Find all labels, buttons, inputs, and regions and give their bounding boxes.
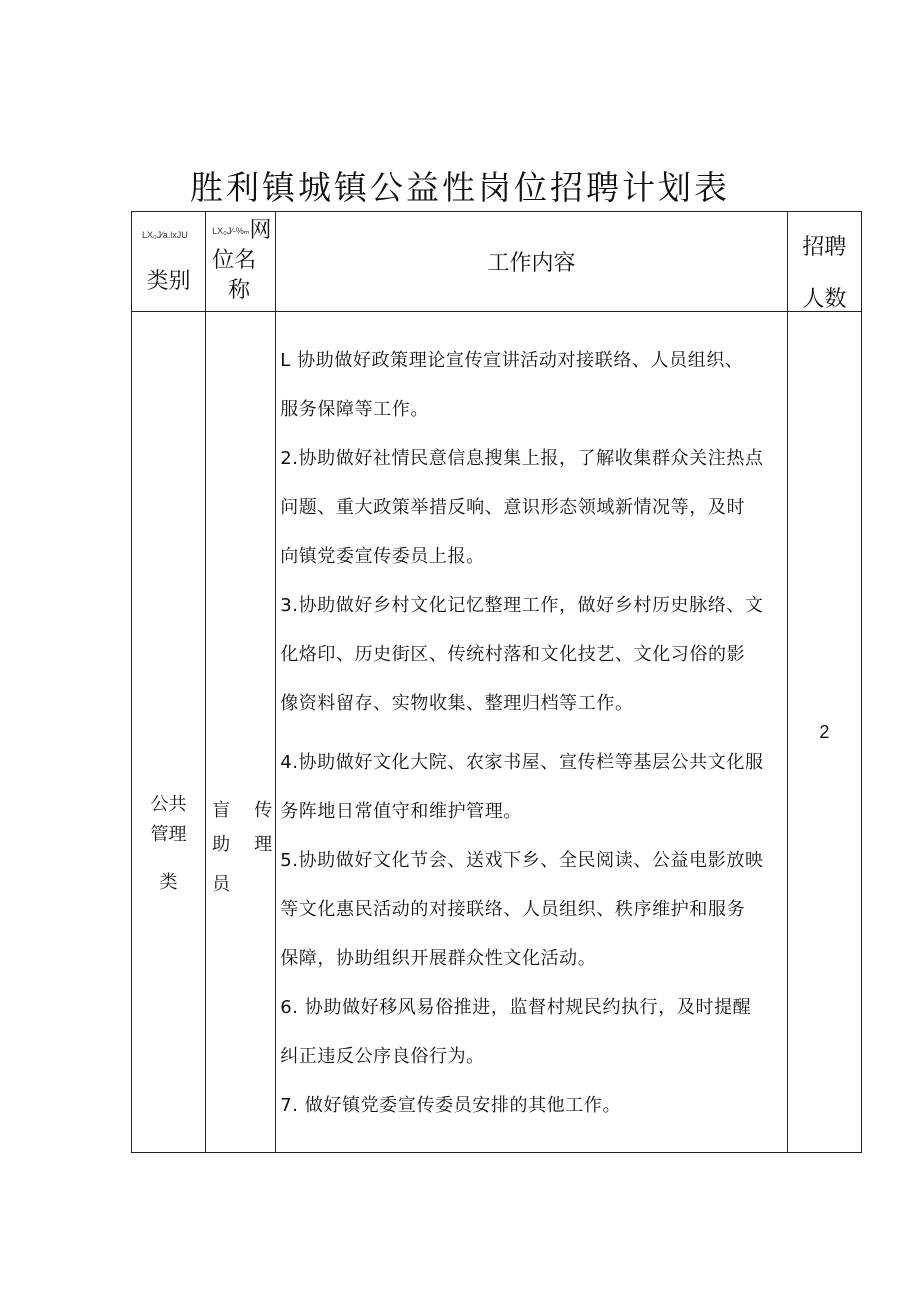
category-line-3: 类	[159, 872, 178, 893]
count-cell	[787, 312, 861, 1153]
work-content-cell	[276, 312, 788, 1153]
work-line: 纠正违反公序良俗行为。	[280, 1046, 485, 1067]
work-line: L 协助做好政策理论宣传宣讲活动对接联络、人员组织、	[280, 350, 744, 371]
position-header-artifact: LX₀J⁄-%ₘ	[212, 226, 250, 236]
category-header-label: 类别	[146, 269, 191, 294]
count-header-label-2: 人数	[802, 287, 847, 312]
work-line: 等文化惠民活动的对接联络、人员组织、秩序维护和服务	[280, 899, 746, 920]
work-line: 5.协助做好文化节会、送戏下乡、全民阅读、公益电影放映	[280, 850, 764, 871]
position-char-b1: 传	[254, 800, 273, 821]
work-content-header-label: 工作内容	[487, 251, 576, 276]
work-line: 务阵地日常值守和维护管理。	[280, 801, 522, 822]
recruitment-plan-table	[131, 211, 862, 1153]
work-line: 服务保障等工作。	[280, 399, 429, 420]
category-header-artifact: LX₀J⁄a.lxJU	[142, 230, 188, 240]
work-line: 7. 做好镇党委宣传委员安排的其他工作。	[280, 1095, 622, 1116]
work-line: 向镇党委宣传委员上报。	[280, 546, 485, 567]
position-char-a1: 盲	[212, 800, 231, 821]
work-line: 问题、重大政策举措反响、意识形态领域新情况等，及时	[280, 497, 746, 518]
work-line: 保障，协助组织开展群众性文化活动。	[280, 948, 597, 969]
position-header-label-2: 位名	[212, 248, 257, 273]
position-header-label-1: 网	[249, 218, 272, 243]
category-cell	[132, 312, 206, 1153]
work-content-header	[276, 212, 788, 312]
table-row	[132, 312, 862, 1153]
count-header	[787, 212, 861, 312]
position-char-b2: 理	[254, 834, 273, 855]
page-title: 胜利镇城镇公益性岗位招聘计划表	[190, 168, 730, 207]
work-line: 化烙印、历史街区、传统村落和文化技艺、文化习俗的影	[280, 644, 746, 665]
position-header-label-3: 称	[228, 278, 251, 303]
work-line: 像资料留存、实物收集、整理归档等工作。	[280, 693, 634, 714]
count-header-label-1: 招聘	[802, 235, 847, 260]
work-line: 4.协助做好文化大院、农家书屋、宣传栏等基层公共文化服	[280, 752, 764, 773]
work-line: 6. 协助做好移风易俗推进，监督村规民约执行，及时提醒	[280, 997, 752, 1018]
work-line: 3.协助做好乡村文化记忆整理工作，做好乡村历史脉络、文	[280, 595, 764, 616]
work-line: 2.协助做好社情民意信息搜集上报，了解收集群众关注热点	[280, 448, 764, 469]
position-char-a3: 员	[212, 874, 231, 895]
position-cell	[206, 312, 276, 1153]
category-line-1: 公共	[150, 794, 187, 815]
recruit-count: 2	[819, 721, 830, 742]
position-char-a2: 助	[212, 834, 231, 855]
category-line-2: 管理	[150, 824, 187, 845]
category-header	[132, 212, 206, 312]
position-header	[206, 212, 276, 312]
table-header-row	[132, 212, 862, 312]
